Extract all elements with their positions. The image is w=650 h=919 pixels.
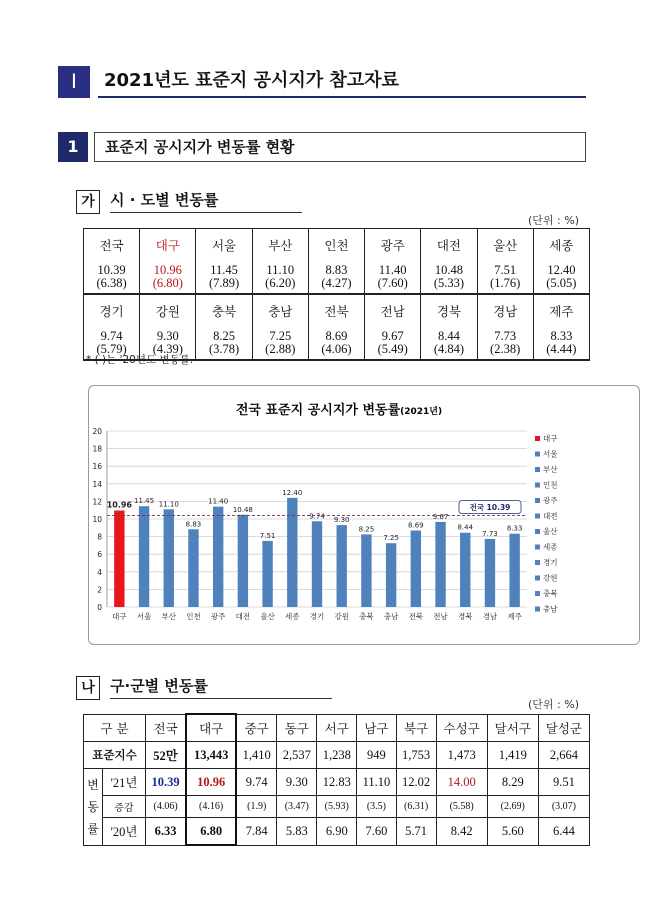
region-rate-cell xyxy=(421,327,477,360)
rate-2020: (2.88) xyxy=(265,342,296,356)
region-header: 부산 xyxy=(252,229,308,262)
column-header: 달서구 xyxy=(487,714,538,742)
bar-value-label: 7.51 xyxy=(259,531,276,540)
bar xyxy=(460,533,470,607)
rate-2021: 11.45 xyxy=(210,263,238,277)
region-rate-cell xyxy=(84,261,140,294)
table-header-row xyxy=(84,229,590,262)
rate-2021: 9.67 xyxy=(381,329,404,343)
rate-2021: 8.25 xyxy=(213,329,235,343)
bar-value-label: 9.74 xyxy=(309,512,325,521)
region-header: 충남 xyxy=(252,294,308,327)
subheader-mark: 나 xyxy=(76,676,100,700)
x-tick-label: 강원 xyxy=(334,612,349,621)
rate-cell: 6.33 xyxy=(146,818,187,846)
rate-row xyxy=(84,796,590,818)
rate-cell: 9.74 xyxy=(236,769,277,796)
rate-row xyxy=(84,818,590,846)
bar xyxy=(262,541,272,607)
rate-cell: 5.71 xyxy=(396,818,436,846)
column-header: 북구 xyxy=(396,714,436,742)
rate-cell: 8.42 xyxy=(436,818,487,846)
x-tick-label: 전남 xyxy=(433,612,448,621)
reference-label: 전국 10.39 xyxy=(469,503,511,513)
y-tick-label: 12 xyxy=(92,497,102,507)
row-label: 증감 xyxy=(103,796,146,818)
subheader-mark: 가 xyxy=(76,190,100,214)
region-header: 울산 xyxy=(477,229,533,262)
rate-cell: 8.29 xyxy=(487,769,538,796)
bar xyxy=(139,506,149,607)
column-header: 대구 xyxy=(186,714,236,742)
bar xyxy=(386,543,396,607)
legend-item: 울산 xyxy=(543,527,558,536)
legend-swatch xyxy=(535,436,540,441)
x-tick-label: 전북 xyxy=(408,612,424,621)
x-tick-label: 제주 xyxy=(507,612,522,621)
rate-2021: 8.44 xyxy=(437,329,460,343)
x-tick-label: 충남 xyxy=(383,612,399,621)
column-header: 전국 xyxy=(146,714,187,742)
legend-swatch xyxy=(535,467,540,472)
legend-swatch xyxy=(535,591,540,596)
y-tick-label: 20 xyxy=(92,427,102,436)
x-tick-label: 충북 xyxy=(359,612,374,621)
rate-cell: 11.10 xyxy=(357,769,396,796)
count-cell: 1,238 xyxy=(317,742,357,769)
rate-cell: (6.31) xyxy=(396,796,436,818)
count-cell: 52만 xyxy=(146,742,187,769)
rate-cell: 9.30 xyxy=(277,769,317,796)
count-cell: 2,537 xyxy=(277,742,317,769)
bar-value-label: 10.48 xyxy=(232,505,253,514)
rate-cell: (1.9) xyxy=(236,796,277,818)
legend-item: 대구 xyxy=(543,434,558,443)
bar xyxy=(361,534,371,607)
x-tick-label: 인천 xyxy=(186,612,201,621)
y-tick-label: 4 xyxy=(97,567,102,577)
subheader-title: 구·군별 변동률 xyxy=(110,676,332,699)
x-tick-label: 세종 xyxy=(285,612,300,621)
rate-2020: (5.33) xyxy=(433,276,465,290)
rate-cell: 14.00 xyxy=(436,769,487,796)
bar xyxy=(337,525,347,607)
column-header: 남구 xyxy=(357,714,396,742)
bar xyxy=(509,534,519,607)
region-header: 전남 xyxy=(365,294,421,327)
legend-swatch xyxy=(535,498,540,503)
column-header: 수성구 xyxy=(436,714,487,742)
legend-item: 대전 xyxy=(543,511,558,521)
region-rate-cell xyxy=(477,327,533,360)
rate-2020: (1.76) xyxy=(490,276,521,290)
count-row xyxy=(84,742,590,769)
rate-cell: 12.83 xyxy=(317,769,357,796)
x-tick-label: 서울 xyxy=(136,612,152,621)
region-header: 광주 xyxy=(365,229,421,262)
rate-cell: 7.60 xyxy=(357,818,396,846)
legend-swatch xyxy=(535,514,540,519)
rate-cell: 5.83 xyxy=(277,818,317,846)
bar xyxy=(188,529,198,607)
table-header-row xyxy=(84,294,590,327)
row-label: 표준지수 xyxy=(84,742,146,769)
rate-2020: (7.60) xyxy=(377,276,408,290)
bar xyxy=(435,522,445,607)
bar xyxy=(485,539,495,607)
y-tick-label: 6 xyxy=(97,550,102,560)
rate-2021: 7.73 xyxy=(494,329,517,343)
unit-label: (단위 : %) xyxy=(528,698,579,711)
region-header: 전국 xyxy=(84,229,140,262)
region-rate-cell xyxy=(533,261,589,294)
bar-value-label: 11.10 xyxy=(158,500,179,509)
rate-2021: 11.40 xyxy=(378,263,407,277)
bar-chart xyxy=(89,386,639,644)
legend-item: 부산 xyxy=(543,465,558,474)
region-header: 서울 xyxy=(196,229,252,262)
region-rate-cell xyxy=(308,261,364,294)
legend-item: 충북 xyxy=(543,589,558,598)
legend-swatch xyxy=(535,483,540,488)
rate-2020: (4.84) xyxy=(433,342,465,356)
bar-value-label: 11.40 xyxy=(208,497,229,506)
rate-2021: 9.74 xyxy=(100,329,123,343)
rate-2020: (5.79) xyxy=(96,342,127,356)
region-rate-cell xyxy=(477,261,533,294)
x-tick-label: 경북 xyxy=(457,612,473,621)
count-cell: 1,753 xyxy=(396,742,436,769)
legend-item: 서울 xyxy=(543,449,558,459)
rate-2021: 7.51 xyxy=(494,263,517,277)
rate-2021: 9.30 xyxy=(156,329,179,343)
region-header: 대구 xyxy=(140,229,196,262)
row-label: '20년 xyxy=(103,818,146,846)
rate-cell: 6.80 xyxy=(186,818,236,846)
rate-2021: 10.39 xyxy=(97,263,126,277)
sido-rate-table xyxy=(83,228,590,361)
row-label: '21년 xyxy=(103,769,146,796)
rate-cell: 10.96 xyxy=(186,769,236,796)
rate-cell: 7.84 xyxy=(236,818,277,846)
rate-2021: 12.40 xyxy=(547,263,576,277)
y-tick-label: 10 xyxy=(92,515,102,524)
rate-2020: (2.38) xyxy=(490,342,521,356)
region-rate-cell xyxy=(421,261,477,294)
rate-2020: (4.39) xyxy=(152,342,183,356)
rate-label-char: 률 xyxy=(87,821,99,836)
region-header: 제주 xyxy=(533,294,589,327)
rate-2021: 7.25 xyxy=(269,329,292,343)
rate-cell: (5.58) xyxy=(436,796,487,818)
chart-title: 전국 표준지 공시지가 변동률(2021년) xyxy=(235,403,443,418)
legend-swatch xyxy=(535,607,540,612)
rate-2020: (3.78) xyxy=(208,342,240,356)
rate-2021: 11.10 xyxy=(266,263,295,277)
rate-2020: (4.27) xyxy=(321,276,352,290)
bar-value-label: 8.69 xyxy=(408,521,424,530)
rate-cell: 9.51 xyxy=(538,769,589,796)
bar-value-label: 7.73 xyxy=(482,529,498,538)
count-cell: 1,410 xyxy=(236,742,277,769)
legend-item: 광주 xyxy=(543,496,558,505)
count-cell: 1,473 xyxy=(436,742,487,769)
y-tick-label: 16 xyxy=(92,462,102,472)
section-title: 2021년도 표준지 공시지가 참고자료 xyxy=(98,66,586,98)
gugun-rate-table xyxy=(83,713,590,846)
region-header: 경기 xyxy=(84,294,140,327)
x-tick-label: 대전 xyxy=(235,612,251,621)
rate-cell: (4.06) xyxy=(146,796,187,818)
region-rate-cell xyxy=(140,261,196,294)
rate-cell: 5.60 xyxy=(487,818,538,846)
rate-2020: (5.49) xyxy=(377,342,408,356)
subsection-number: 1 xyxy=(58,132,88,162)
x-tick-label: 경남 xyxy=(482,612,498,621)
x-tick-label: 대구 xyxy=(112,612,127,621)
column-header: 동구 xyxy=(277,714,317,742)
legend-swatch xyxy=(535,545,540,550)
bar xyxy=(238,515,248,607)
rate-2020: (7.89) xyxy=(208,276,240,290)
column-header: 중구 xyxy=(236,714,277,742)
region-header: 경북 xyxy=(421,294,477,327)
rate-2020: (4.44) xyxy=(546,342,577,356)
rate-2021: 10.96 xyxy=(153,263,182,277)
column-header: 서구 xyxy=(317,714,357,742)
column-header: 구 분 xyxy=(84,714,146,742)
rate-cell: (3.47) xyxy=(277,796,317,818)
rate-2020: (5.05) xyxy=(546,276,577,290)
x-tick-label: 경기 xyxy=(309,612,325,621)
bar xyxy=(164,509,174,607)
rate-cell: 6.90 xyxy=(317,818,357,846)
rate-cell: 12.02 xyxy=(396,769,436,796)
rate-label-char: 동 xyxy=(87,799,99,814)
subheader-title: 시 · 도별 변동률 xyxy=(110,190,302,213)
subheader-ga xyxy=(76,190,276,212)
bar-value-label: 8.25 xyxy=(358,525,375,534)
bar-value-label: 8.33 xyxy=(506,524,523,533)
y-tick-label: 0 xyxy=(97,603,102,612)
table-value-row xyxy=(84,261,590,294)
section-header xyxy=(58,66,586,98)
bar-value-label: 8.44 xyxy=(457,523,474,532)
legend-item: 세종 xyxy=(543,542,558,552)
rate-cell: (4.16) xyxy=(186,796,236,818)
rate-cell: (5.93) xyxy=(317,796,357,818)
rate-2021: 8.83 xyxy=(325,263,348,277)
count-cell: 2,664 xyxy=(538,742,589,769)
legend-item: 인천 xyxy=(543,480,558,490)
rate-2020: (6.80) xyxy=(152,276,183,290)
region-header: 대전 xyxy=(421,229,477,262)
rate-side-label xyxy=(84,769,103,846)
column-header: 달성군 xyxy=(538,714,589,742)
legend-swatch xyxy=(535,452,540,457)
table-note: * ( )는 '20년도 변동률. xyxy=(86,354,194,366)
legend-item: 충남 xyxy=(543,604,558,614)
y-tick-label: 14 xyxy=(92,479,102,489)
x-tick-label: 광주 xyxy=(210,612,226,621)
legend-swatch xyxy=(535,560,540,565)
rate-2021: 8.69 xyxy=(325,329,348,343)
region-rate-cell xyxy=(365,261,421,294)
subsection-header xyxy=(58,132,586,162)
x-tick-label: 부산 xyxy=(161,612,177,621)
rate-2020: (6.20) xyxy=(265,276,296,290)
region-rate-cell xyxy=(196,261,252,294)
bar xyxy=(213,507,223,607)
bar-value-label: 9.67 xyxy=(432,512,449,521)
region-rate-cell xyxy=(533,327,589,360)
bar-value-label: 8.83 xyxy=(185,520,202,529)
rate-2021: 10.48 xyxy=(434,263,463,277)
bar xyxy=(312,521,322,607)
rate-2020: (4.06) xyxy=(321,342,352,356)
chart-container xyxy=(88,385,640,645)
rate-cell: (2.69) xyxy=(487,796,538,818)
rate-cell: (3.5) xyxy=(357,796,396,818)
region-header: 세종 xyxy=(533,229,589,262)
rate-cell: (3.07) xyxy=(538,796,589,818)
bar-value-label: 10.96 xyxy=(106,500,133,510)
subsection-title: 표준지 공시지가 변동률 현황 xyxy=(94,132,586,162)
count-cell: 1,419 xyxy=(487,742,538,769)
bar xyxy=(411,531,421,607)
region-header: 충북 xyxy=(196,294,252,327)
rate-cell: 10.39 xyxy=(146,769,187,796)
region-header: 전북 xyxy=(308,294,364,327)
region-rate-cell xyxy=(365,327,421,360)
x-tick-label: 울산 xyxy=(260,612,275,621)
region-rate-cell xyxy=(252,327,308,360)
rate-cell: 6.44 xyxy=(538,818,589,846)
region-rate-cell xyxy=(196,327,252,360)
rate-label-char: 변 xyxy=(87,777,99,792)
rate-2021: 8.33 xyxy=(550,329,573,343)
bar xyxy=(287,498,297,607)
bar-value-label: 7.25 xyxy=(383,534,399,543)
bar-value-label: 12.40 xyxy=(282,488,303,497)
count-cell: 949 xyxy=(357,742,396,769)
region-rate-cell xyxy=(308,327,364,360)
legend-swatch xyxy=(535,576,540,581)
unit-label: (단위 : %) xyxy=(528,214,579,227)
bar-value-label: 11.45 xyxy=(134,497,155,506)
legend-swatch xyxy=(535,529,540,534)
section-number: Ⅰ xyxy=(58,66,90,98)
region-header: 인천 xyxy=(308,229,364,262)
region-header: 강원 xyxy=(140,294,196,327)
count-cell: 13,443 xyxy=(186,742,236,769)
y-tick-label: 18 xyxy=(92,444,102,454)
bar-value-label: 9.30 xyxy=(333,516,350,525)
y-tick-label: 8 xyxy=(97,532,102,542)
y-tick-label: 2 xyxy=(97,585,102,595)
rate-2020: (6.38) xyxy=(96,276,127,290)
legend-item: 강원 xyxy=(543,573,558,583)
rate-row xyxy=(84,769,590,796)
legend-item: 경기 xyxy=(543,558,558,567)
region-rate-cell xyxy=(252,261,308,294)
table-header-row xyxy=(84,714,590,742)
region-header: 경남 xyxy=(477,294,533,327)
bar xyxy=(114,511,124,607)
subheader-na xyxy=(76,676,306,698)
